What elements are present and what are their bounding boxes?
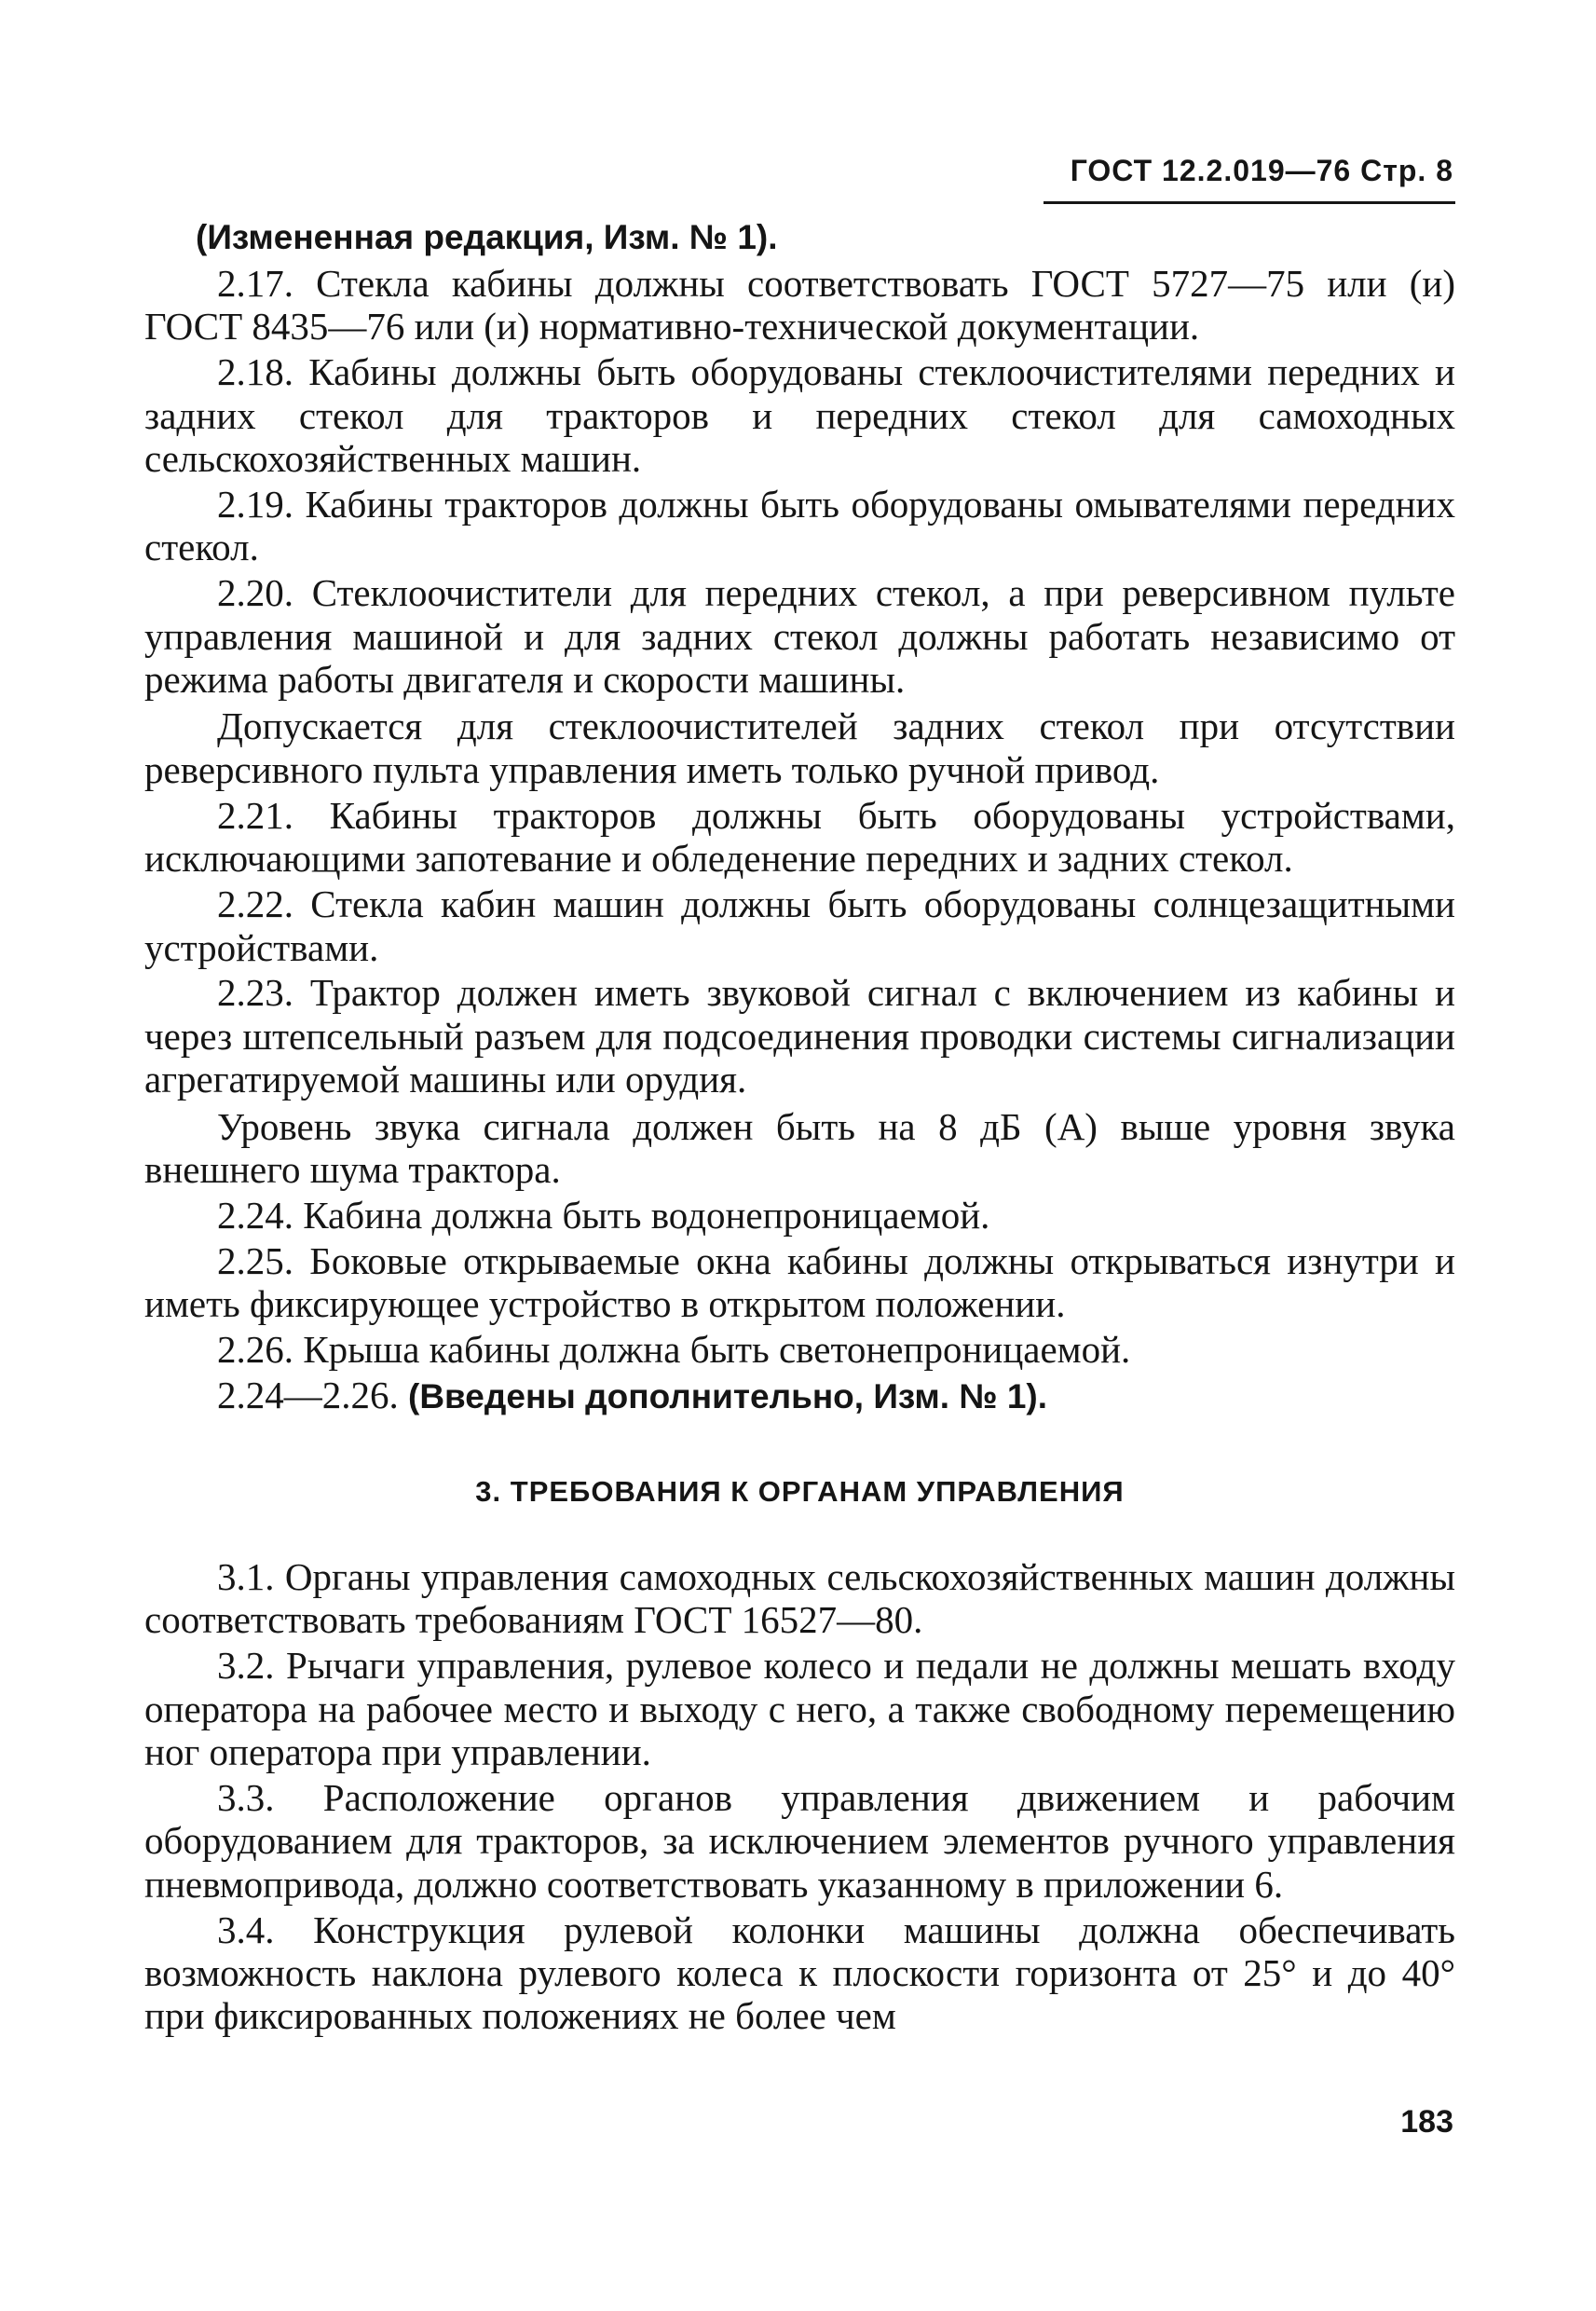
paragraph-3-4: 3.4. Конструкция рулевой колонки машины должна обеспечивать возможность наклона рулевого колеса к плоскости горизонта от 25° и до 40° при фиксированных положениях не более чем [144,1908,1455,2038]
paragraph-2-18: 2.18. Кабины должны быть оборудованы стеклоочистителями передних и задних стекол для тракторов и передних стекол для самоходных сельскохозяйственных машин. [144,350,1455,481]
paragraph-2-19: 2.19. Кабины тракторов должны быть оборудованы омывателями передних стекол. [144,482,1455,569]
amendment-note: (Измененная редакция, Изм. № 1). [196,218,778,256]
paragraph-2-22: 2.22. Стекла кабин машин должны быть оборудованы солнцезащитными устройствами. [144,882,1455,969]
paragraph-sound-level: Уровень звука сигнала должен быть на 8 дБ (А) выше уровня звука внешнего шума трактора. [144,1104,1455,1192]
paragraph-allowed: Допускается для стеклоочистителей задних стекол при отсутствии реверсивного пульта управления иметь только ручной привод. [144,704,1455,791]
page-number: 183 [1400,2104,1453,2140]
paragraph-2-26: 2.26. Крыша кабины должна быть светонепроницаемой. [217,1328,1131,1372]
paragraph-3-1: 3.1. Органы управления самоходных сельскохозяйственных машин должны соответствовать требованиям ГОСТ 16527—80. [144,1554,1455,1642]
introduced-range: 2.24—2.26. [217,1374,399,1417]
paragraph-2-23: 2.23. Трактор должен иметь звуковой сигнал с включением из кабины и через штепсельный разъем для подсоединения проводки системы сигнализации агрегатируемой машины или орудия. [144,971,1455,1101]
paragraph-2-20: 2.20. Стеклоочистители для передних стекол, а при реверсивном пульте управления машиной и для задних стекол должны работать независимо от режима работы двигателя и скорости машины. [144,571,1455,702]
page-header: ГОСТ 12.2.019—76 Стр. 8 [1070,154,1453,187]
paragraph-3-3: 3.3. Расположение органов управления движением и рабочим оборудованием для тракторов, за исключением элементов ручного управления пневмопривода, должно соответствовать указанному в приложении 6. [144,1775,1455,1906]
body-text [144,214,1455,2038]
paragraph-2-25: 2.25. Боковые открываемые окна кабины должны открываться изнутри и иметь фиксирующее устройство в открытом положении. [144,1238,1455,1326]
paragraph-2-21: 2.21. Кабины тракторов должны быть оборудованы устройствами, исключающими запотевание и обледенение передних и задних стекол. [144,793,1455,881]
paragraph-3-2: 3.2. Рычаги управления, рулевое колесо и педали не должны мешать входу оператора на рабочее место и выходу с него, а также свободному перемещению ног оператора при управлении. [144,1644,1455,1773]
header-rule [1044,201,1455,204]
paragraph-amended [144,214,1455,259]
paragraph-2-17: 2.17. Стекла кабины должны соответствовать ГОСТ 5727—75 или (и) ГОСТ 8435—76 или (и) нормативно-технической документации. [144,261,1455,349]
section-3-heading: 3. ТРЕБОВАНИЯ К ОРГАНАМ УПРАВЛЕНИЯ [475,1475,1125,1509]
paragraph-2-24: 2.24. Кабина должна быть водонепроницаемой. [217,1193,990,1237]
paragraph-introduced [144,1374,1455,1418]
introduced-note: (Введены дополнительно, Изм. № 1). [408,1377,1048,1416]
